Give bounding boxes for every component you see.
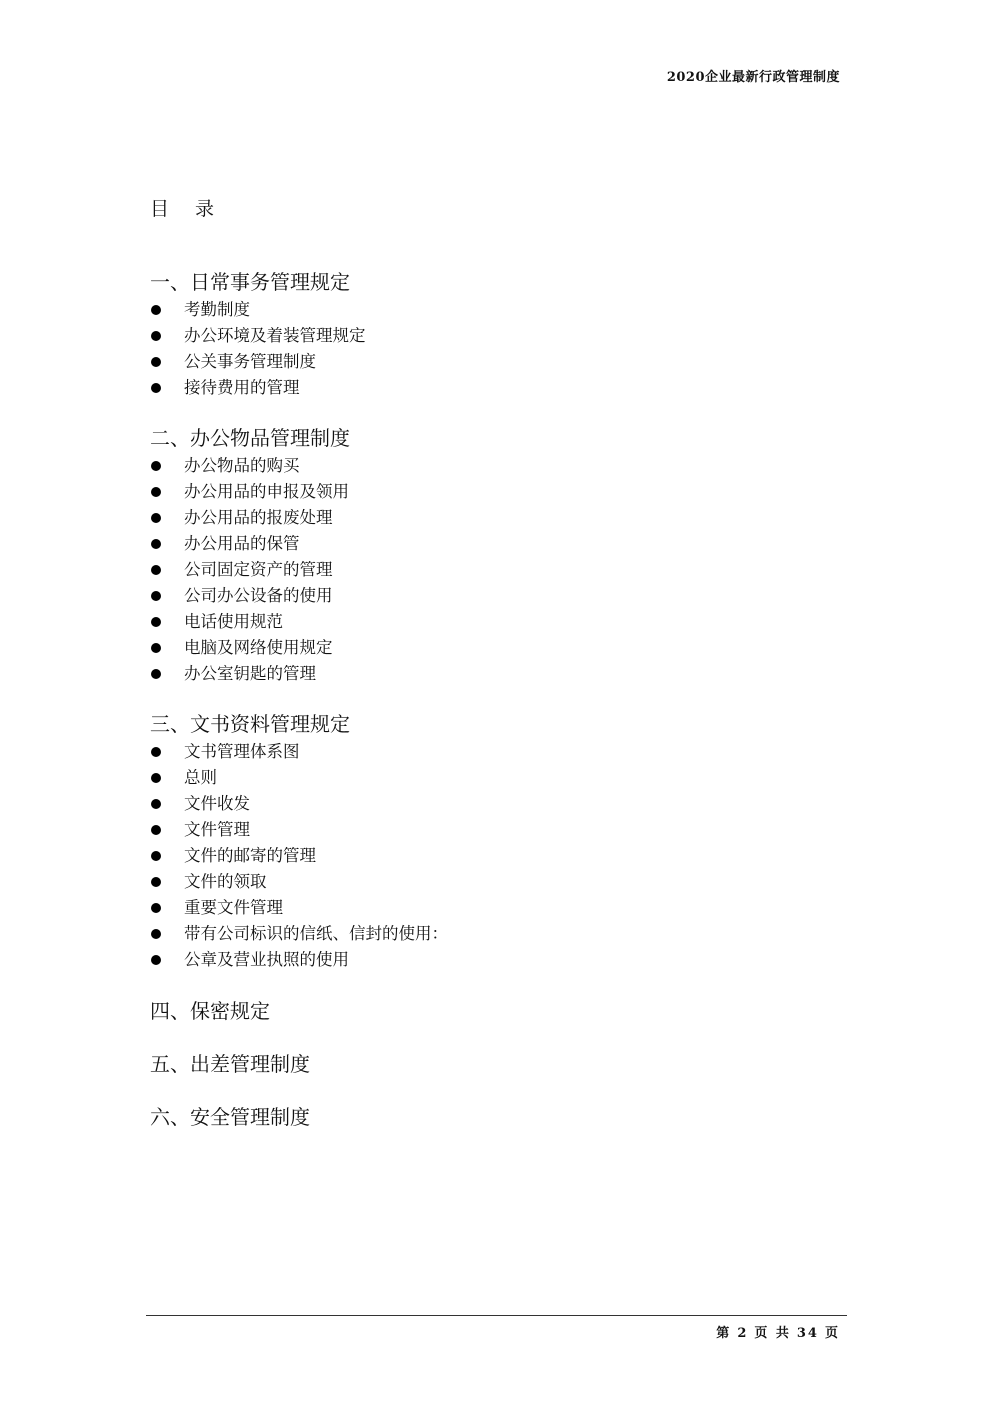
list-item [150, 635, 750, 661]
list-item [150, 505, 750, 531]
list-item [150, 791, 750, 817]
section-heading: 一、日常事务管理规定 [150, 270, 350, 294]
section-heading: 三、文书资料管理规定 [150, 712, 350, 736]
list-item [150, 323, 750, 349]
bullet-icon [151, 799, 161, 809]
list-item [150, 609, 750, 635]
list-item [150, 583, 750, 609]
section-item-list [150, 739, 750, 973]
section-heading: 六、安全管理制度 [150, 1105, 310, 1129]
section-item-list [150, 297, 750, 401]
running-header: 2020企业最新行政管理制度 [666, 70, 840, 85]
toc-section [150, 996, 750, 1026]
list-item [150, 921, 750, 947]
list-item [150, 661, 750, 687]
list-item-label: 电话使用规范 [184, 612, 283, 631]
total-pages: 34 [796, 1326, 819, 1341]
toc-section [150, 1049, 750, 1079]
list-item [150, 479, 750, 505]
bullet-icon [151, 825, 161, 835]
list-item [150, 349, 750, 375]
section-item-list [150, 453, 750, 687]
list-item-label: 公司固定资产的管理 [184, 560, 333, 579]
bullet-icon [151, 851, 161, 861]
bullet-icon [151, 565, 161, 575]
list-item-label: 文件收发 [184, 794, 250, 813]
list-item [150, 765, 750, 791]
section-heading: 四、保密规定 [150, 999, 270, 1023]
list-item-label: 重要文件管理 [184, 898, 283, 917]
list-item-label: 办公用品的保管 [184, 534, 300, 553]
current-page: 2 [737, 1326, 749, 1341]
list-item-label: 文件的领取 [184, 872, 267, 891]
footer-divider [146, 1315, 847, 1316]
list-item-label: 公章及营业执照的使用 [184, 950, 349, 969]
list-item-label: 公关事务管理制度 [184, 352, 316, 371]
list-item-label: 文件管理 [184, 820, 250, 839]
bullet-icon [151, 383, 161, 393]
toc-title [150, 194, 214, 221]
list-item-label: 文件的邮寄的管理 [184, 846, 316, 865]
list-item [150, 869, 750, 895]
toc-section [150, 709, 750, 973]
bullet-icon [151, 539, 161, 549]
bullet-icon [151, 591, 161, 601]
list-item-label: 办公物品的购买 [184, 456, 300, 475]
list-item-label: 带有公司标识的信纸、信封的使用： [184, 924, 448, 943]
list-item [150, 947, 750, 973]
bullet-icon [151, 305, 161, 315]
toc-section [150, 1102, 750, 1132]
list-item-label: 办公用品的报废处理 [184, 508, 333, 527]
list-item [150, 843, 750, 869]
section-heading: 二、办公物品管理制度 [150, 426, 350, 450]
list-item-label: 办公室钥匙的管理 [184, 664, 316, 683]
list-item [150, 375, 750, 401]
bullet-icon [151, 357, 161, 367]
bullet-icon [151, 331, 161, 341]
toc-title-char-2: 录 [195, 198, 215, 220]
bullet-icon [151, 877, 161, 887]
list-item [150, 817, 750, 843]
bullet-icon [151, 669, 161, 679]
bullet-icon [151, 903, 161, 913]
list-item-label: 办公环境及着装管理规定 [184, 326, 366, 345]
bullet-icon [151, 773, 161, 783]
section-heading: 五、出差管理制度 [150, 1052, 310, 1076]
page-of-label: 页 共 [754, 1326, 791, 1341]
bullet-icon [151, 513, 161, 523]
list-item [150, 297, 750, 323]
list-item [150, 739, 750, 765]
list-item-label: 公司办公设备的使用 [184, 586, 333, 605]
table-of-contents [150, 267, 750, 1132]
toc-section [150, 423, 750, 687]
page-number [716, 1322, 840, 1341]
list-item [150, 895, 750, 921]
bullet-icon [151, 747, 161, 757]
page-label: 第 [716, 1326, 732, 1341]
toc-title-char-1: 目 [150, 198, 170, 220]
list-item [150, 531, 750, 557]
list-item-label: 办公用品的申报及领用 [184, 482, 349, 501]
list-item [150, 557, 750, 583]
bullet-icon [151, 487, 161, 497]
list-item-label: 接待费用的管理 [184, 378, 300, 397]
list-item-label: 电脑及网络使用规定 [184, 638, 333, 657]
list-item-label: 考勤制度 [184, 300, 250, 319]
bullet-icon [151, 617, 161, 627]
list-item-label: 文书管理体系图 [184, 742, 300, 761]
list-item-label: 总则 [184, 768, 217, 787]
bullet-icon [151, 643, 161, 653]
bullet-icon [151, 929, 161, 939]
list-item [150, 453, 750, 479]
bullet-icon [151, 955, 161, 965]
page-end-label: 页 [824, 1326, 840, 1341]
bullet-icon [151, 461, 161, 471]
toc-section [150, 267, 750, 401]
